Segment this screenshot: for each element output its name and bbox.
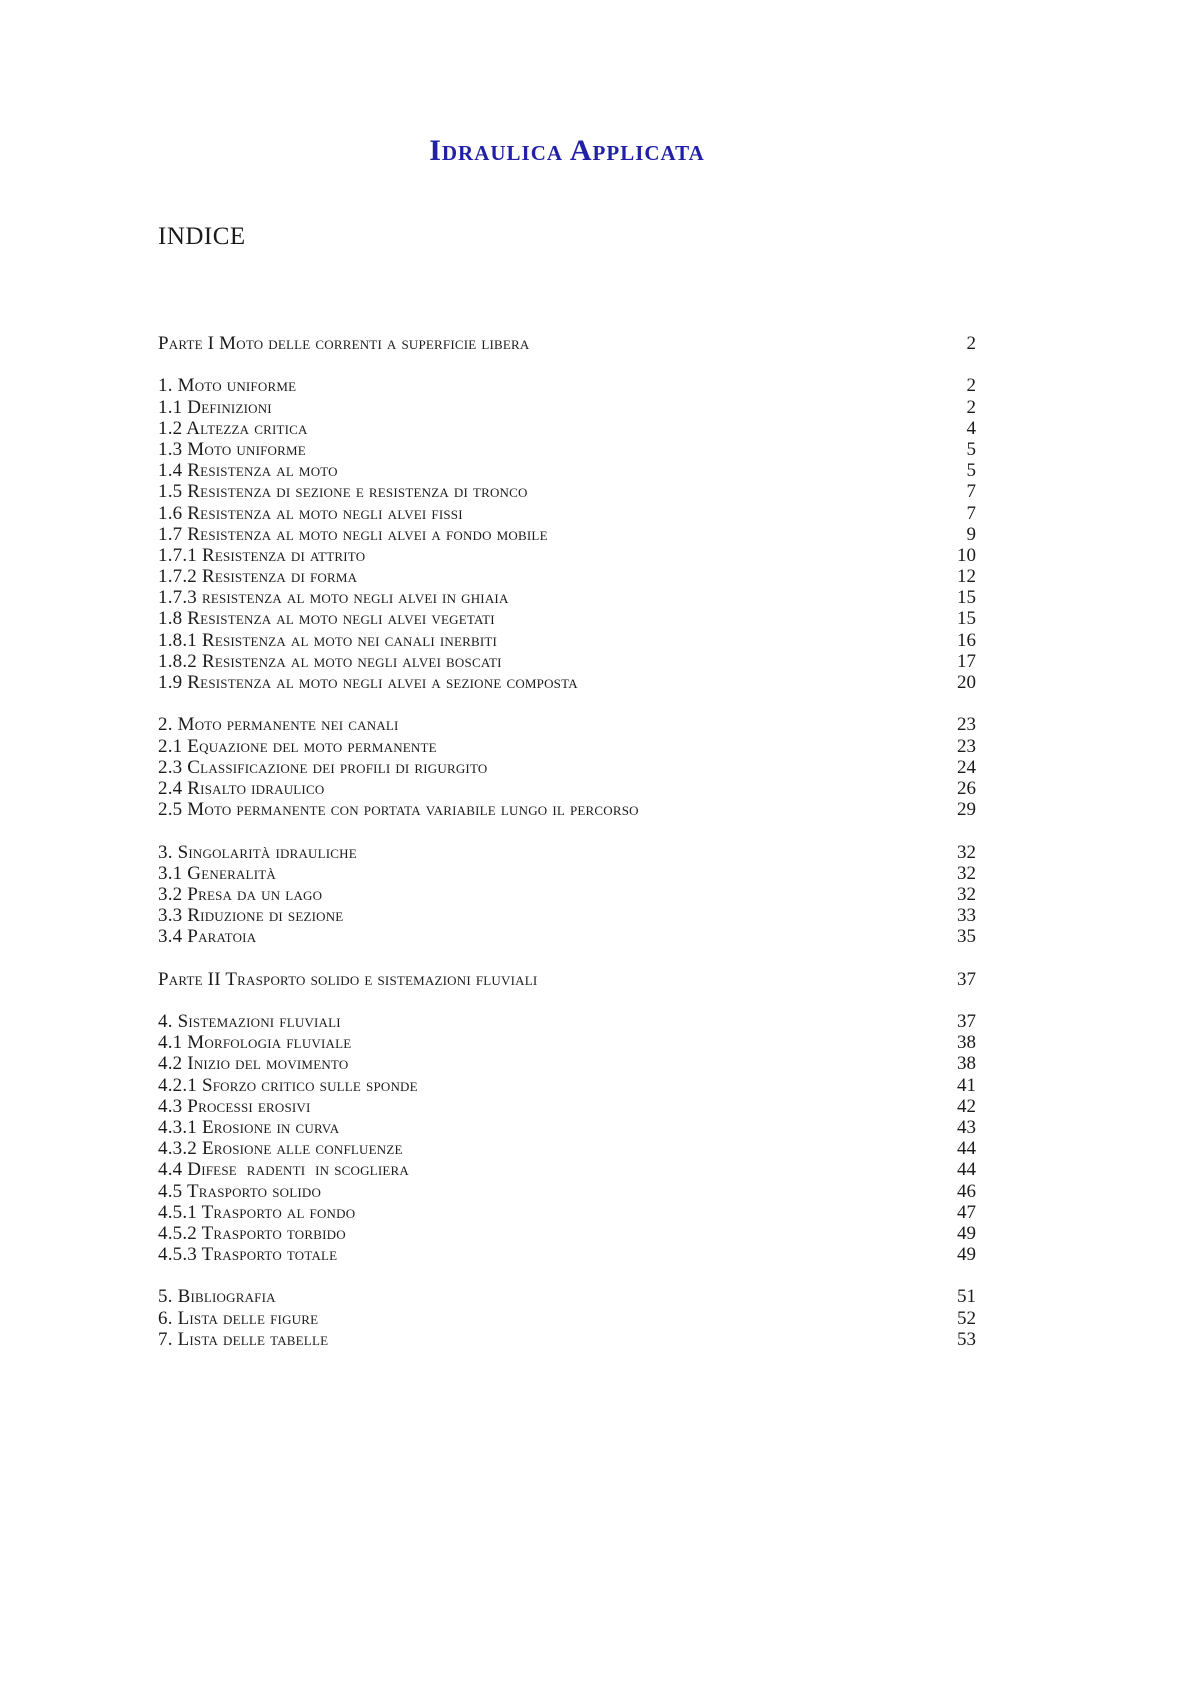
toc-row (158, 1138, 976, 1159)
toc-entry-label: 4.3.2 Erosione alle confluenze (158, 1138, 403, 1160)
toc-row (158, 397, 976, 418)
toc-entry-label: 4.3 Processi erosivi (158, 1095, 311, 1117)
toc-entry-label: 1.7 Resistenza al moto negli alvei a fondo mobile (158, 523, 548, 545)
toc-entry-label: 4.5.2 Trasporto torbido (158, 1222, 346, 1244)
toc-entry-page-number: 10 (957, 544, 976, 566)
toc-row (158, 1181, 976, 1202)
toc-entry-label: 2. Moto permanente nei canali (158, 714, 399, 736)
toc-entry-label: 3.2 Presa da un lago (158, 883, 323, 905)
toc-entry-label: 2.1 Equazione del moto permanente (158, 735, 437, 757)
toc-entry-page-number: 26 (957, 777, 976, 799)
toc-entry-page-number: 43 (957, 1116, 976, 1138)
toc-entry-label: 1.8.2 Resistenza al moto negli alvei boscati (158, 650, 502, 672)
toc-row (158, 842, 976, 863)
toc-entry-label: 3.4 Paratoia (158, 926, 257, 948)
toc-row (158, 736, 976, 757)
toc-group (158, 1011, 976, 1265)
toc-entry-page-number: 46 (957, 1180, 976, 1202)
toc-entry-page-number: 5 (966, 460, 976, 482)
toc-row (158, 587, 976, 608)
toc-entry-label: Parte I Moto delle correnti a superficie libera (158, 333, 530, 354)
toc-entry-label: 4.2.1 Sforzo critico sulle sponde (158, 1074, 418, 1096)
page-content (158, 0, 976, 1350)
toc-entry-page-number: 16 (957, 629, 976, 651)
toc-row (158, 1159, 976, 1180)
toc-row (158, 1244, 976, 1265)
toc-entry-page-number: 44 (957, 1159, 976, 1181)
toc-entry-label: 1. Moto uniforme (158, 375, 297, 397)
toc-entry-page-number: 5 (966, 438, 976, 460)
toc-entry-label: 1.6 Resistenza al moto negli alvei fissi (158, 502, 463, 524)
toc-row (158, 1053, 976, 1074)
toc-row (158, 545, 976, 566)
toc-entry-label: 1.5 Resistenza di sezione e resistenza di tronco (158, 481, 528, 503)
toc-entry-page-number: 12 (957, 566, 976, 588)
toc-entry-label: 1.7.3 resistenza al moto negli alvei in ghiaia (158, 587, 509, 609)
toc-row (158, 1286, 976, 1307)
toc-entry-page-number: 32 (957, 841, 976, 863)
toc-row (158, 481, 976, 502)
toc-row (158, 1117, 976, 1138)
toc-row (158, 1308, 976, 1329)
index-heading: INDICE (158, 223, 246, 250)
toc-entry-page-number: 35 (957, 926, 976, 948)
toc-entry-page-number: 51 (957, 1286, 976, 1308)
toc-row (158, 651, 976, 672)
toc-row (158, 778, 976, 799)
toc-row (158, 1223, 976, 1244)
toc-entry-page-number: 7 (966, 502, 976, 524)
toc-row (158, 439, 976, 460)
toc-entry-label: 4.5.3 Trasporto totale (158, 1244, 338, 1266)
toc-row (158, 333, 976, 354)
toc-row (158, 863, 976, 884)
toc-entry-page-number: 4 (966, 417, 976, 439)
toc-entry-label: 3.1 Generalità (158, 862, 276, 884)
toc-group (158, 969, 976, 990)
toc-entry-label: 4.1 Morfologia fluviale (158, 1032, 352, 1054)
toc-row (158, 1075, 976, 1096)
toc-entry-page-number: 32 (957, 883, 976, 905)
toc-row (158, 608, 976, 629)
toc-entry-label: 3. Singolarità idrauliche (158, 841, 357, 863)
toc-entry-page-number: 47 (957, 1201, 976, 1223)
toc-entry-label: 7. Lista delle tabelle (158, 1328, 329, 1350)
toc-entry-page-number: 32 (957, 862, 976, 884)
document-title: Idraulica Applicata (429, 134, 705, 167)
toc-entry-page-number: 9 (966, 523, 976, 545)
toc-entry-label: 4.3.1 Erosione in curva (158, 1116, 340, 1138)
toc-entry-page-number: 7 (966, 481, 976, 503)
toc-row (158, 1032, 976, 1053)
toc-entry-page-number: 37 (957, 1011, 976, 1032)
toc-entry-page-number: 17 (957, 650, 976, 672)
toc-entry-page-number: 23 (957, 735, 976, 757)
toc-row (158, 969, 976, 990)
toc-entry-label: 4.5.1 Trasporto al fondo (158, 1201, 356, 1223)
toc-row (158, 1202, 976, 1223)
toc-entry-page-number: 44 (957, 1138, 976, 1160)
toc-entry-label: 1.7.2 Resistenza di forma (158, 566, 358, 588)
toc-row (158, 460, 976, 481)
toc-row (158, 926, 976, 947)
toc-entry-page-number: 38 (957, 1053, 976, 1075)
toc-entry-label: 4.2 Inizio del movimento (158, 1053, 349, 1075)
toc-row (158, 757, 976, 778)
toc-entry-label: 2.4 Risalto idraulico (158, 777, 325, 799)
toc-row (158, 905, 976, 926)
toc (158, 333, 976, 1350)
toc-entry-label: 1.9 Resistenza al moto negli alvei a sezione composta (158, 672, 578, 693)
toc-row (158, 714, 976, 735)
toc-entry-label: 1.7.1 Resistenza di attrito (158, 544, 366, 566)
toc-entry-label: 1.2 Altezza critica (158, 417, 308, 439)
toc-entry-page-number: 2 (966, 375, 976, 397)
toc-entry-page-number: 49 (957, 1222, 976, 1244)
toc-row (158, 503, 976, 524)
toc-group (158, 842, 976, 948)
toc-group (158, 1286, 976, 1350)
toc-entry-page-number: 52 (957, 1307, 976, 1329)
toc-row (158, 566, 976, 587)
toc-group (158, 375, 976, 693)
toc-entry-label: 4.5 Trasporto solido (158, 1180, 322, 1202)
toc-entry-page-number: 2 (966, 396, 976, 418)
toc-entry-page-number: 49 (957, 1244, 976, 1266)
toc-entry-page-number: 37 (957, 968, 976, 990)
toc-entry-label: 1.4 Resistenza al moto (158, 460, 338, 482)
toc-entry-page-number: 2 (966, 333, 976, 354)
toc-entry-label: 1.8 Resistenza al moto negli alvei vegetati (158, 608, 495, 630)
toc-entry-label: Parte II Trasporto solido e sistemazioni fluviali (158, 968, 538, 990)
toc-entry-page-number: 15 (957, 608, 976, 630)
toc-entry-label: 6. Lista delle figure (158, 1307, 319, 1329)
toc-entry-page-number: 29 (957, 799, 976, 821)
toc-entry-page-number: 15 (957, 587, 976, 609)
toc-row (158, 1329, 976, 1350)
toc-row (158, 375, 976, 396)
toc-entry-label: 2.3 Classificazione dei profili di rigurgito (158, 756, 488, 778)
toc-row (158, 672, 976, 693)
toc-entry-page-number: 33 (957, 905, 976, 927)
toc-group (158, 333, 976, 354)
toc-entry-page-number: 53 (957, 1328, 976, 1350)
toc-row (158, 524, 976, 545)
toc-row (158, 418, 976, 439)
toc-row (158, 884, 976, 905)
toc-entry-page-number: 38 (957, 1032, 976, 1054)
toc-entry-label: 1.8.1 Resistenza al moto nei canali inerbiti (158, 629, 498, 651)
toc-entry-label: 1.3 Moto uniforme (158, 438, 306, 460)
toc-entry-page-number: 41 (957, 1074, 976, 1096)
toc-row (158, 1011, 976, 1032)
toc-entry-label: 4. Sistemazioni fluviali (158, 1011, 341, 1032)
toc-row (158, 1096, 976, 1117)
toc-entry-label: 1.1 Definizioni (158, 396, 272, 418)
toc-entry-page-number: 42 (957, 1095, 976, 1117)
toc-group (158, 714, 976, 820)
toc-entry-page-number: 24 (957, 756, 976, 778)
toc-entry-label: 2.5 Moto permanente con portata variabile lungo il percorso (158, 799, 639, 821)
toc-row (158, 799, 976, 820)
toc-entry-label: 5. Bibliografia (158, 1286, 276, 1308)
toc-entry-label: 4.4 Difese radenti in scogliera (158, 1159, 409, 1181)
toc-entry-label: 3.3 Riduzione di sezione (158, 905, 344, 927)
toc-row (158, 630, 976, 651)
toc-entry-page-number: 23 (957, 714, 976, 736)
toc-entry-page-number: 20 (957, 672, 976, 693)
